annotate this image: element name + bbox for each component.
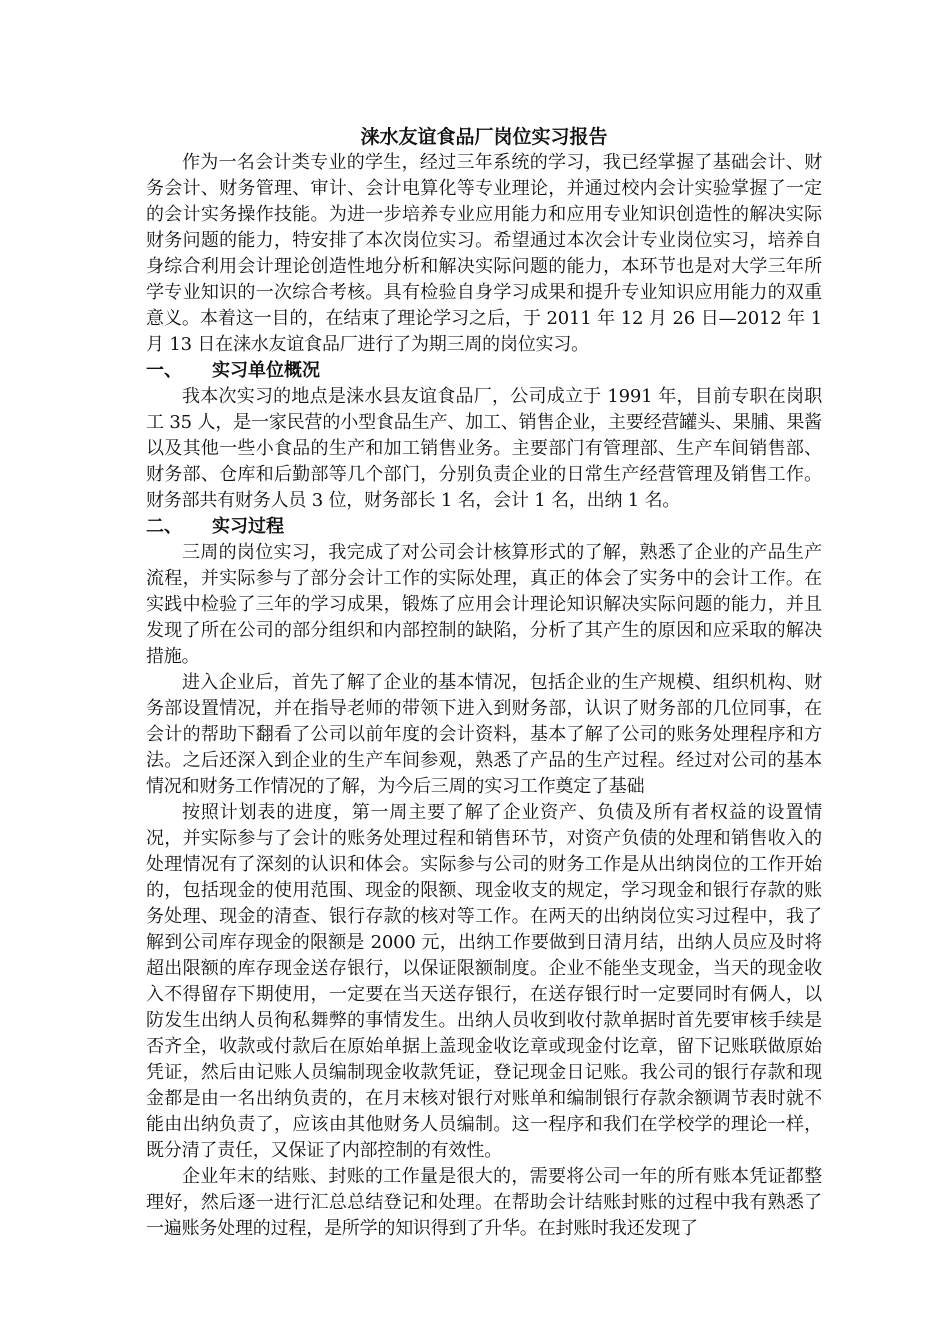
section-heading-1 xyxy=(146,358,822,384)
section-title: 实习单位概况 xyxy=(212,360,320,381)
section-title: 实习过程 xyxy=(212,516,284,537)
body-paragraph: 企业年末的结账、封账的工作量是很大的，需要将公司一年的所有账本凭证都整理好，然后逐一进行汇总总结登记和处理。在帮助会计结账封账的过程中我有熟悉了一遍账务处理的过程，是所学的知识得到了升华。在封账时我还发现了 xyxy=(146,1166,822,1239)
body-paragraph: 按照计划表的进度，第一周主要了解了企业资产、负债及所有者权益的设置情况，并实际参与了会计的账务处理过程和销售环节，对资产负债的处理和销售收入的处理情况有了深刻的认识和体会。实际参与公司的财务工作是从出纳岗位的工作开始的，包括现金的使用范围、现金的限额、现金收支的规定，学习现金和银行存款的账务处理、现金的清查、银行存款的核对等工作。在两天的出纳岗位实习过程中，我了解到公司库存现金的限额是 2000 元，出纳工作要做到日清月结，出纳人员应及时将超出限额的库存现金送存银行，以保证限额制度。企业不能坐支现金，当天的现金收入不得留存下期使用，一定要在当天送存银行，在送存银行时一定要同时有俩人，以防发生出纳人员徇私舞弊的事情发生。出纳人员收到收付款单据时首先要审核手续是否齐全，收款或付款后在原始单据上盖现金收讫章或现金付讫章，留下记账联做原始凭证，然后由记账人员编制现金收款凭证，登记现金日记账。我公司的银行存款和现金都是由一名出纳负责的，在月末核对银行对账单和编制银行存款余额调节表时就不能由出纳负责了，应该由其他财务人员编制。这一程序和我们在学校学的理论一样，既分清了责任，又保证了内部控制的有效性。 xyxy=(146,802,822,1161)
intro-paragraph: 作为一名会计类专业的学生，经过三年系统的学习，我已经掌握了基础会计、财务会计、财务管理、审计、会计电算化等专业理论，并通过校内会计实验掌握了一定的会计实务操作技能。为进一步培养专业应用能力和应用专业知识创造性的解决实际财务问题的能力，特安排了本次岗位实习。希望通过本次会计专业岗位实习，培养自身综合利用会计理论创造性地分析和解决实际问题的能力，本环节也是对大学三年所学专业知识的一次综合考核。具有检验自身学习成果和提升专业知识应用能力的双重意义。本着这一目的，在结束了理论学习之后，于 2011 年 12 月 26 日—2012 年 1 月 13 日在涞水友谊食品厂进行了为期三周的岗位实习。 xyxy=(146,152,822,355)
section-number: 二、 xyxy=(146,516,182,537)
body-paragraph: 进入企业后，首先了解了企业的基本情况，包括企业的生产规模、组织机构、财务部设置情况，并在指导老师的带领下进入到财务部，认识了财务部的几位同事，在会计的帮助下翻看了公司以前年度的会计资料，基本了解了公司的账务处理程序和方法。之后还深入到企业的生产车间参观，熟悉了产品的生产过程。经过对公司的基本情况和财务工作情况的了解，为今后三周的实习工作奠定了基础 xyxy=(146,672,822,797)
section-heading-2 xyxy=(146,514,822,540)
body-paragraph: 三周的岗位实习，我完成了对公司会计核算形式的了解，熟悉了企业的产品生产流程，并实际参与了部分会计工作的实际处理，真正的体会了实务中的会计工作。在实践中检验了三年的学习成果，锻炼了应用会计理论知识解决实际问题的能力，并且发现了所在公司的部分组织和内部控制的缺陷，分析了其产生的原因和应采取的解决措施。 xyxy=(146,542,822,667)
section-number: 一、 xyxy=(146,360,182,381)
document-title: 涞水友谊食品厂岗位实习报告 xyxy=(360,126,608,148)
document-page xyxy=(146,124,822,1242)
body-paragraph: 我本次实习的地点是涞水县友谊食品厂，公司成立于 1991 年，目前专职在岗职工 35 人，是一家民营的小型食品生产、加工、销售企业，主要经营罐头、果脯、果酱以及其他一些小食品的生产和加工销售业务。主要部门有管理部、生产车间销售部、财务部、仓库和后勤部等几个部门，分别负责企业的日常生产经营管理及销售工作。财务部共有财务人员 3 位，财务部长 1 名，会计 1 名，出纳 1 名。 xyxy=(146,386,822,511)
